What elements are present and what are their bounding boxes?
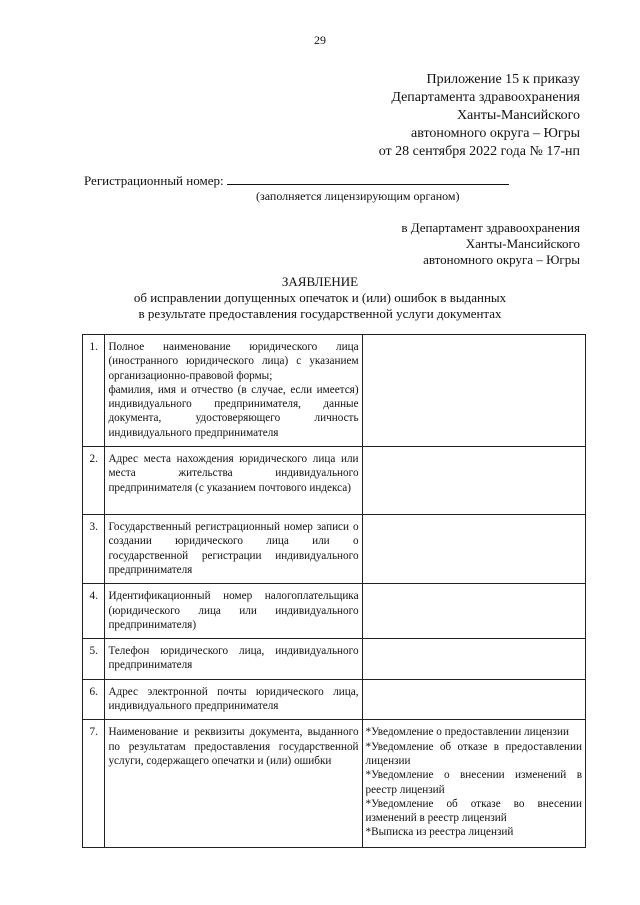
document-option[interactable]: *Уведомление об отказе в предоставлении лицензии <box>365 740 582 767</box>
addressee-line: Ханты-Мансийского <box>465 236 580 251</box>
addressee-block <box>320 220 580 268</box>
registration-label: Регистрационный номер: <box>84 173 224 188</box>
document-heading <box>0 274 640 322</box>
addressee-line: автономного округа – Югры <box>423 252 580 267</box>
document-title: ЗАЯВЛЕНИЕ <box>281 274 359 289</box>
appendix-line: Приложение 15 к приказу <box>426 72 580 87</box>
row-number: 7. <box>83 720 105 848</box>
form-row <box>83 335 586 447</box>
row-value-field[interactable] <box>362 584 585 639</box>
document-subtitle: об исправлении допущенных опечаток и (или) ошибок в выданных <box>133 290 507 305</box>
document-option[interactable]: *Уведомление о предоставлении лицензии <box>365 726 569 739</box>
form-row <box>83 515 586 584</box>
document-option[interactable]: *Уведомление о внесении изменений в реестр лицензий <box>365 769 582 796</box>
form-row <box>83 447 586 515</box>
registration-blank-line <box>227 172 509 185</box>
registration-number <box>84 172 509 189</box>
row-label: Адрес электронной почты юридического лица, индивидуального предпринимателя <box>105 679 362 720</box>
row-label: Идентификационный номер налогоплательщика (юридического лица или индивидуального предпринимателя) <box>105 584 362 639</box>
row-number: 3. <box>83 515 105 584</box>
application-form-table <box>82 334 586 848</box>
document-option[interactable]: *Уведомление об отказе во внесении изменений в реестр лицензий <box>365 797 582 825</box>
form-row <box>83 679 586 720</box>
row-value-field[interactable] <box>362 639 585 680</box>
row-number: 2. <box>83 447 105 515</box>
row-number: 1. <box>83 335 105 447</box>
appendix-block <box>280 71 580 161</box>
document-option[interactable]: *Выписка из реестра лицензий <box>365 826 514 839</box>
addressee-line: в Департамент здравоохранения <box>401 220 580 235</box>
form-row <box>83 584 586 639</box>
form-row <box>83 639 586 680</box>
row-number: 6. <box>83 679 105 720</box>
row-number: 5. <box>83 639 105 680</box>
row-label: Адрес места нахождения юридического лица или места жительства индивидуального предпринимателя (с указанием почтового индекса) <box>105 447 362 515</box>
row-label: Телефон юридического лица, индивидуального предпринимателя <box>105 639 362 680</box>
row-number: 4. <box>83 584 105 639</box>
row-value-field[interactable] <box>362 335 585 447</box>
row-label: Государственный регистрационный номер записи о создании юридического лица или о государственной регистрации индивидуального предпринимателя <box>105 515 362 584</box>
appendix-line: Ханты-Мансийского <box>456 108 580 123</box>
row-value-field[interactable] <box>362 679 585 720</box>
appendix-line: автономного округа – Югры <box>411 126 580 141</box>
document-subtitle: в результате предоставления государственной услуги документах <box>138 306 502 321</box>
row-label: Наименование и реквизиты документа, выданного по результатам предоставления государственной услуги, содержащего опечатки и (или) ошибки <box>105 720 362 848</box>
page-number: 29 <box>314 33 326 47</box>
row-value-field[interactable] <box>362 720 585 848</box>
row-value-field[interactable] <box>362 515 585 584</box>
row-label: Полное наименование юридического лица (иностранного юридического лица) с указанием организационно-правовой формы; фамилия, имя и отчество (в случае, если имеется) индивидуального предпринимателя, данные документа, удостоверяющего личность индивидуального предпринимателя <box>105 335 362 447</box>
row-value-field[interactable] <box>362 447 585 515</box>
form-row <box>83 720 586 848</box>
appendix-line: от 28 сентября 2022 года № 17-нп <box>378 144 580 159</box>
appendix-line: Департамента здравоохранения <box>391 90 580 105</box>
registration-note: (заполняется лицензирующим органом) <box>256 189 460 203</box>
